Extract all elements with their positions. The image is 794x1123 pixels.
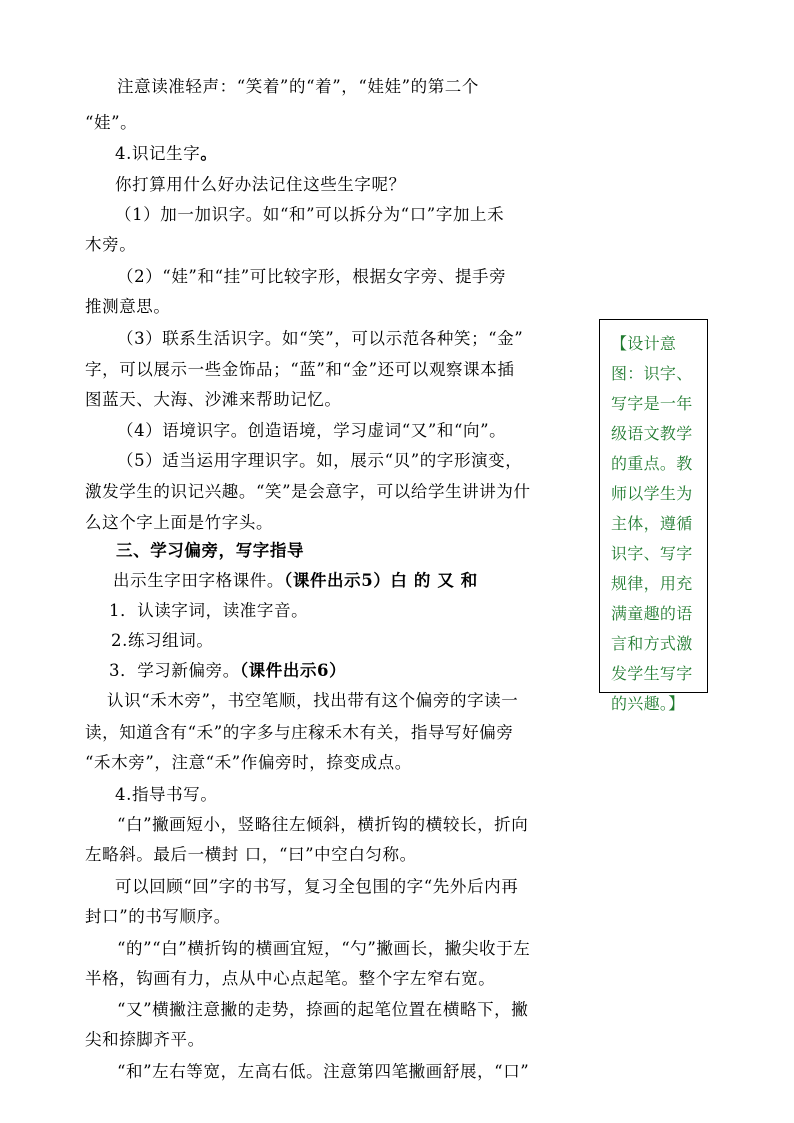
body-line: （3）联系生活识字。如“笑”，可以示范各种笑；“金” [117, 329, 524, 348]
section-heading: 三、学习偏旁，写字指导 [116, 541, 305, 560]
body-line: “的”“白”横折钩的横画宜短，“勺”撇画长，撇尖收于左 [117, 939, 531, 958]
body-line: 读，知道含有“禾”的字多与庄稼禾木有关，指导写好偏旁 [85, 723, 514, 742]
body-line: 左略斜。最后一横封 口，“曰”中空白匀称。 [85, 845, 417, 864]
body-line: 字，可以展示一些金饰品；“蓝”和“金”还可以观察课本插 [85, 360, 515, 379]
body-line: （4）语境识字。创造语境，学习虚词“又”和“向”。 [117, 421, 507, 440]
design-intent-box [599, 319, 708, 713]
body-line: 推测意思。 [85, 297, 171, 316]
body-line: 4.指导书写。 [115, 785, 218, 804]
body-line: （1）加一加识字。如“和”可以拆分为“口”字加上禾 [115, 205, 505, 224]
body-line: “和”左右等宽，左高右低。注意第四笔撇画舒展，“口” [117, 1062, 530, 1081]
body-line: 你打算用什么好办法记住这些生字呢？ [115, 175, 406, 194]
body-line: 注意读准轻声：“笑着”的“着”，“娃娃”的第二个 [117, 77, 480, 96]
body-line: 图蓝天、大海、沙滩来帮助记忆。 [85, 390, 342, 409]
design-intent-text: 【设计意图：识字、写字是一年级语文教学的重点。教师以学生为主体，遵循识字、写字规律，用充满童趣的语言和方式激发学生写字的兴趣。】 [611, 334, 693, 713]
body-line: 1．认读字词，读准字音。 [109, 601, 309, 620]
body-line: 3．学习新偏旁。（课件出示6） [109, 661, 347, 680]
body-line: （5）适当运用字理识字。如，展示“贝”的字形演变， [117, 451, 523, 470]
body-line: 封口”的书写顺序。 [85, 907, 231, 926]
body-line: “禾木旁”，注意“禾”作偏旁时，捺变成点。 [85, 753, 412, 772]
body-line: 4.识记生字。 [115, 144, 218, 163]
body-line: “又”横撇注意撇的走势，捺画的起笔位置在横略下，撇 [117, 1000, 529, 1019]
body-line: 么这个字上面是竹字头。 [85, 513, 274, 532]
body-line: 半格，钩画有力，点从中心点起笔。整个字左窄右宽。 [85, 969, 496, 988]
body-line: “白”撇画短小，竖略往左倾斜，横折钩的横较长，折向 [117, 815, 529, 834]
body-line: 可以回顾“回”字的书写，复习全包围的字“先外后内再 [115, 877, 519, 896]
body-line: 2.练习组词。 [111, 631, 214, 650]
body-line: 出示生字田字格课件。（课件出示5）白 的 又 和 [113, 571, 478, 590]
body-line: 认识“禾木旁”，书空笔顺，找出带有这个偏旁的字读一 [107, 691, 519, 710]
body-line: 木旁。 [85, 235, 137, 254]
body-line: 激发学生的识记兴趣。“笑”是会意字，可以给学生讲讲为什 [85, 482, 531, 501]
body-line: （2）“娃”和“挂”可比较字形，根据女字旁、提手旁 [117, 267, 507, 286]
body-line: “娃”。 [85, 113, 138, 132]
body-line: 尖和捺脚齐平。 [85, 1030, 205, 1049]
